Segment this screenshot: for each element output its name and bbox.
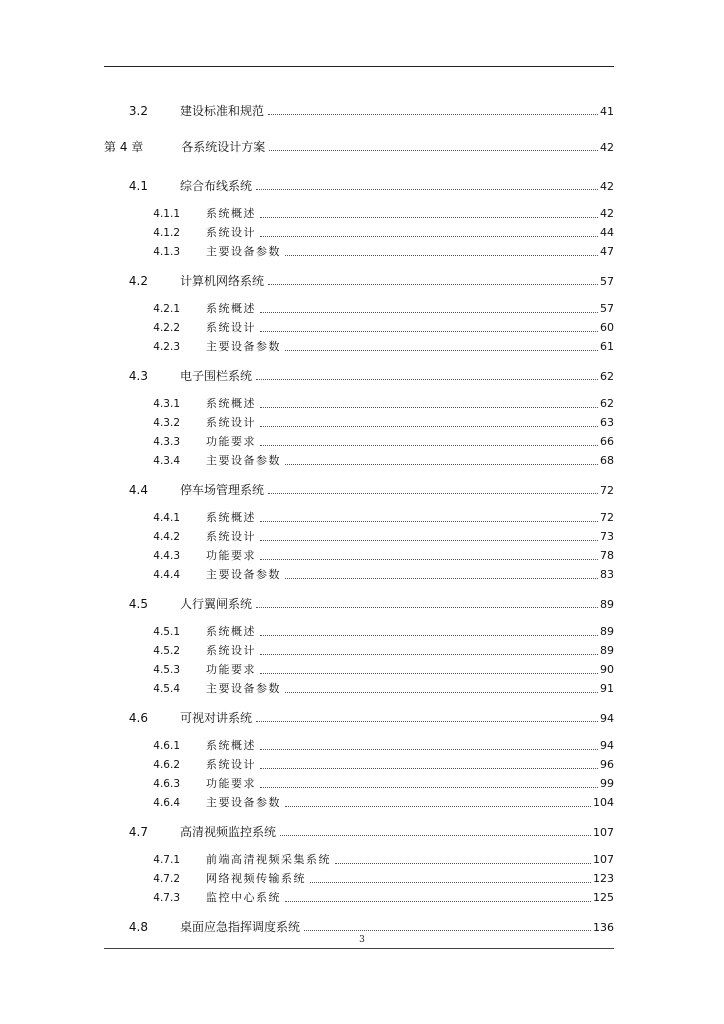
toc-entry[interactable] bbox=[104, 595, 614, 611]
toc-entry-number: 4.8 bbox=[128, 920, 148, 934]
toc-dot-leader bbox=[285, 255, 598, 256]
toc-entry-title: 高清视频监控系统 bbox=[180, 825, 277, 839]
toc-entry[interactable] bbox=[104, 395, 614, 411]
toc-dot-leader bbox=[260, 787, 598, 788]
toc-entry-title: 系统设计 bbox=[206, 758, 256, 771]
toc-entry-number: 4.3.2 bbox=[153, 417, 180, 429]
toc-entry-number: 4.6 bbox=[128, 711, 148, 725]
toc-dot-leader bbox=[260, 312, 598, 313]
toc-entry-page: 90 bbox=[600, 663, 614, 676]
toc-entry-page: 89 bbox=[600, 598, 614, 611]
toc-dot-leader bbox=[260, 521, 598, 522]
toc-entry-page: 99 bbox=[600, 777, 614, 790]
toc-entry[interactable] bbox=[104, 414, 614, 430]
toc-entry[interactable] bbox=[104, 775, 614, 791]
toc-dot-leader bbox=[256, 379, 598, 380]
toc-entry-page: 68 bbox=[600, 454, 614, 467]
toc-entry-page: 91 bbox=[600, 682, 614, 695]
toc-dot-leader bbox=[260, 217, 598, 218]
toc-entry-page: 136 bbox=[593, 921, 614, 934]
toc-entry-page: 42 bbox=[600, 180, 614, 193]
toc-entry-title: 系统设计 bbox=[206, 321, 256, 334]
toc-entry[interactable] bbox=[104, 433, 614, 449]
toc-entry-number: 4.4 bbox=[128, 483, 148, 497]
toc-entry-number: 4.1.1 bbox=[153, 208, 180, 220]
toc-dot-leader bbox=[269, 150, 598, 151]
toc-entry-title: 功能要求 bbox=[206, 777, 256, 790]
toc-dot-leader bbox=[260, 635, 598, 636]
toc-entry-page: 72 bbox=[600, 484, 614, 497]
toc-entry-title: 监控中心系统 bbox=[206, 891, 281, 904]
toc-entry-page: 60 bbox=[600, 321, 614, 334]
toc-entry[interactable] bbox=[104, 177, 614, 193]
toc-entry-page: 42 bbox=[600, 207, 614, 220]
toc-entry[interactable] bbox=[104, 205, 614, 221]
toc-entry-number: 4.6.4 bbox=[153, 797, 180, 809]
toc-dot-leader bbox=[310, 882, 591, 883]
toc-entry-number: 4.6.1 bbox=[153, 740, 180, 752]
toc-entry[interactable] bbox=[104, 138, 614, 154]
toc-entry-number: 4.2.1 bbox=[153, 303, 180, 315]
toc-entry[interactable] bbox=[104, 481, 614, 497]
toc-entry-title: 系统设计 bbox=[206, 226, 256, 239]
toc-entry-number: 4.2.3 bbox=[153, 341, 180, 353]
toc-entry[interactable] bbox=[104, 794, 614, 810]
toc-entry-page: 62 bbox=[600, 397, 614, 410]
toc-entry-page: 89 bbox=[600, 625, 614, 638]
toc-entry-page: 78 bbox=[600, 549, 614, 562]
toc-entry[interactable] bbox=[104, 272, 614, 288]
toc-entry-page: 62 bbox=[600, 370, 614, 383]
toc-entry-number: 4.7.3 bbox=[153, 892, 180, 904]
toc-entry-title: 系统概述 bbox=[206, 739, 256, 752]
toc-entry[interactable] bbox=[104, 709, 614, 725]
toc-dot-leader bbox=[256, 607, 598, 608]
toc-entry-title: 停车场管理系统 bbox=[180, 483, 265, 497]
toc-entry[interactable] bbox=[104, 870, 614, 886]
toc-entry-page: 83 bbox=[600, 568, 614, 581]
toc-entry-title: 主要设备参数 bbox=[206, 682, 281, 695]
toc-entry-number: 4.2.2 bbox=[153, 322, 180, 334]
toc-entry-number: 4.1 bbox=[128, 179, 148, 193]
toc-entry-title: 主要设备参数 bbox=[206, 796, 281, 809]
toc-dot-leader bbox=[260, 540, 598, 541]
toc-entry[interactable] bbox=[104, 680, 614, 696]
toc-dot-leader bbox=[285, 901, 591, 902]
toc-dot-leader bbox=[260, 407, 598, 408]
toc-entry-page: 61 bbox=[600, 340, 614, 353]
toc-dot-leader bbox=[260, 559, 598, 560]
toc-dot-leader bbox=[268, 284, 598, 285]
toc-entry-number: 4.4.3 bbox=[153, 550, 180, 562]
toc-entry-number: 4.1.3 bbox=[153, 246, 180, 258]
toc-entry[interactable] bbox=[104, 642, 614, 658]
toc-entry-number: 4.7.1 bbox=[153, 854, 180, 866]
toc-entry[interactable] bbox=[104, 623, 614, 639]
toc-entry-page: 72 bbox=[600, 511, 614, 524]
footer-rule bbox=[104, 948, 614, 949]
toc-entry-number: 4.4.4 bbox=[153, 569, 180, 581]
toc-entry[interactable] bbox=[104, 547, 614, 563]
toc-entry[interactable] bbox=[104, 737, 614, 753]
toc-entry-number: 4.4.1 bbox=[153, 512, 180, 524]
toc-entry-title: 系统概述 bbox=[206, 397, 256, 410]
page-number: 3 bbox=[359, 935, 365, 945]
toc-entry[interactable] bbox=[104, 300, 614, 316]
toc-entry-title: 系统概述 bbox=[206, 302, 256, 315]
toc-dot-leader bbox=[256, 721, 598, 722]
toc-entry-page: 96 bbox=[600, 758, 614, 771]
toc-entry-page: 89 bbox=[600, 644, 614, 657]
toc-dot-leader bbox=[285, 464, 598, 465]
toc-dot-leader bbox=[285, 350, 598, 351]
toc-entry[interactable] bbox=[104, 509, 614, 525]
toc-entry-title: 前端高清视频采集系统 bbox=[206, 853, 331, 866]
toc-entry-page: 104 bbox=[593, 796, 614, 809]
toc-dot-leader bbox=[285, 692, 598, 693]
toc-entry-number: 4.5 bbox=[128, 597, 148, 611]
toc-dot-leader bbox=[260, 236, 598, 237]
toc-entry-page: 125 bbox=[593, 891, 614, 904]
toc-dot-leader bbox=[260, 673, 598, 674]
toc-entry-title: 系统设计 bbox=[206, 530, 256, 543]
toc-entry-page: 63 bbox=[600, 416, 614, 429]
toc-dot-leader bbox=[260, 768, 598, 769]
toc-entry-page: 57 bbox=[600, 275, 614, 288]
toc-entry[interactable] bbox=[104, 851, 614, 867]
toc-entry-title: 人行翼闸系统 bbox=[180, 597, 253, 611]
toc-entry-title: 系统设计 bbox=[206, 644, 256, 657]
toc-dot-leader bbox=[285, 578, 598, 579]
toc-entry[interactable] bbox=[104, 823, 614, 839]
toc-entry-number: 4.3.1 bbox=[153, 398, 180, 410]
toc-entry-title: 可视对讲系统 bbox=[180, 711, 253, 725]
toc-entry[interactable] bbox=[104, 224, 614, 240]
toc-entry[interactable] bbox=[104, 756, 614, 772]
toc-entry-title: 电子围栏系统 bbox=[180, 369, 253, 383]
toc-dot-leader bbox=[304, 930, 591, 931]
toc-dot-leader bbox=[280, 835, 591, 836]
toc-dot-leader bbox=[260, 654, 598, 655]
toc-dot-leader bbox=[335, 863, 591, 864]
toc-entry-title: 功能要求 bbox=[206, 549, 256, 562]
toc-entry-page: 73 bbox=[600, 530, 614, 543]
toc-entry-page: 123 bbox=[593, 872, 614, 885]
toc-dot-leader bbox=[285, 806, 591, 807]
toc-dot-leader bbox=[260, 426, 598, 427]
toc-entry-number: 4.3.3 bbox=[153, 436, 180, 448]
toc-entry[interactable] bbox=[104, 528, 614, 544]
toc-entry[interactable] bbox=[104, 319, 614, 335]
toc-entry[interactable] bbox=[104, 338, 614, 354]
toc-entry-number: 第 4 章 bbox=[104, 140, 144, 154]
toc-entry-page: 47 bbox=[600, 245, 614, 258]
toc-entry-number: 4.6.3 bbox=[153, 778, 180, 790]
toc-entry-number: 4.3.4 bbox=[153, 455, 180, 467]
toc-entry-page: 44 bbox=[600, 226, 614, 239]
toc-entry-title: 主要设备参数 bbox=[206, 245, 281, 258]
toc-entry[interactable] bbox=[104, 566, 614, 582]
toc-entry-page: 42 bbox=[600, 141, 614, 154]
toc-entry[interactable] bbox=[104, 243, 614, 259]
toc-entry[interactable] bbox=[104, 918, 614, 934]
toc-entry-number: 4.5.4 bbox=[153, 683, 180, 695]
toc-entry-number: 3.2 bbox=[128, 104, 148, 118]
toc-entry-title: 建设标准和规范 bbox=[180, 104, 265, 118]
toc-entry[interactable] bbox=[104, 367, 614, 383]
toc-entry-number: 4.5.3 bbox=[153, 664, 180, 676]
toc-entry-number: 4.6.2 bbox=[153, 759, 180, 771]
toc-entry[interactable] bbox=[104, 889, 614, 905]
toc-dot-leader bbox=[260, 749, 598, 750]
toc-entry-title: 系统概述 bbox=[206, 207, 256, 220]
toc-dot-leader bbox=[268, 114, 598, 115]
toc-entry-title: 桌面应急指挥调度系统 bbox=[180, 920, 301, 934]
toc-entry-title: 各系统设计方案 bbox=[181, 140, 266, 154]
toc-entry-title: 系统设计 bbox=[206, 416, 256, 429]
toc-entry-title: 主要设备参数 bbox=[206, 454, 281, 467]
toc-entry-page: 94 bbox=[600, 712, 614, 725]
toc-entry-page: 57 bbox=[600, 302, 614, 315]
toc-entry-title: 功能要求 bbox=[206, 663, 256, 676]
toc-entry-number: 4.4.2 bbox=[153, 531, 180, 543]
header-rule bbox=[104, 66, 614, 67]
toc-entry-title: 主要设备参数 bbox=[206, 568, 281, 581]
toc-entry-title: 综合布线系统 bbox=[180, 179, 253, 193]
toc-entry-number: 4.2 bbox=[128, 274, 148, 288]
toc-entry-page: 107 bbox=[593, 853, 614, 866]
toc-entry-number: 4.5.1 bbox=[153, 626, 180, 638]
toc-entry-number: 4.1.2 bbox=[153, 227, 180, 239]
toc-entry-title: 功能要求 bbox=[206, 435, 256, 448]
toc-entry-title: 主要设备参数 bbox=[206, 340, 281, 353]
toc-entry-number: 4.5.2 bbox=[153, 645, 180, 657]
toc-entry-title: 计算机网络系统 bbox=[180, 274, 265, 288]
toc-entry-number: 4.3 bbox=[128, 369, 148, 383]
toc-entry-page: 66 bbox=[600, 435, 614, 448]
toc-entry[interactable] bbox=[104, 661, 614, 677]
toc-entry[interactable] bbox=[104, 452, 614, 468]
toc-entry-number: 4.7.2 bbox=[153, 873, 180, 885]
toc-entry-title: 网络视频传输系统 bbox=[206, 872, 306, 885]
toc-entry-page: 41 bbox=[600, 105, 614, 118]
toc-entry-title: 系统概述 bbox=[206, 625, 256, 638]
toc-dot-leader bbox=[268, 493, 598, 494]
toc-entry[interactable] bbox=[104, 102, 614, 118]
toc-dot-leader bbox=[256, 189, 598, 190]
toc-entry-page: 94 bbox=[600, 739, 614, 752]
toc-entry-page: 107 bbox=[593, 826, 614, 839]
toc-dot-leader bbox=[260, 445, 598, 446]
toc-entry-title: 系统概述 bbox=[206, 511, 256, 524]
toc-entry-number: 4.7 bbox=[128, 825, 148, 839]
toc-dot-leader bbox=[260, 331, 598, 332]
